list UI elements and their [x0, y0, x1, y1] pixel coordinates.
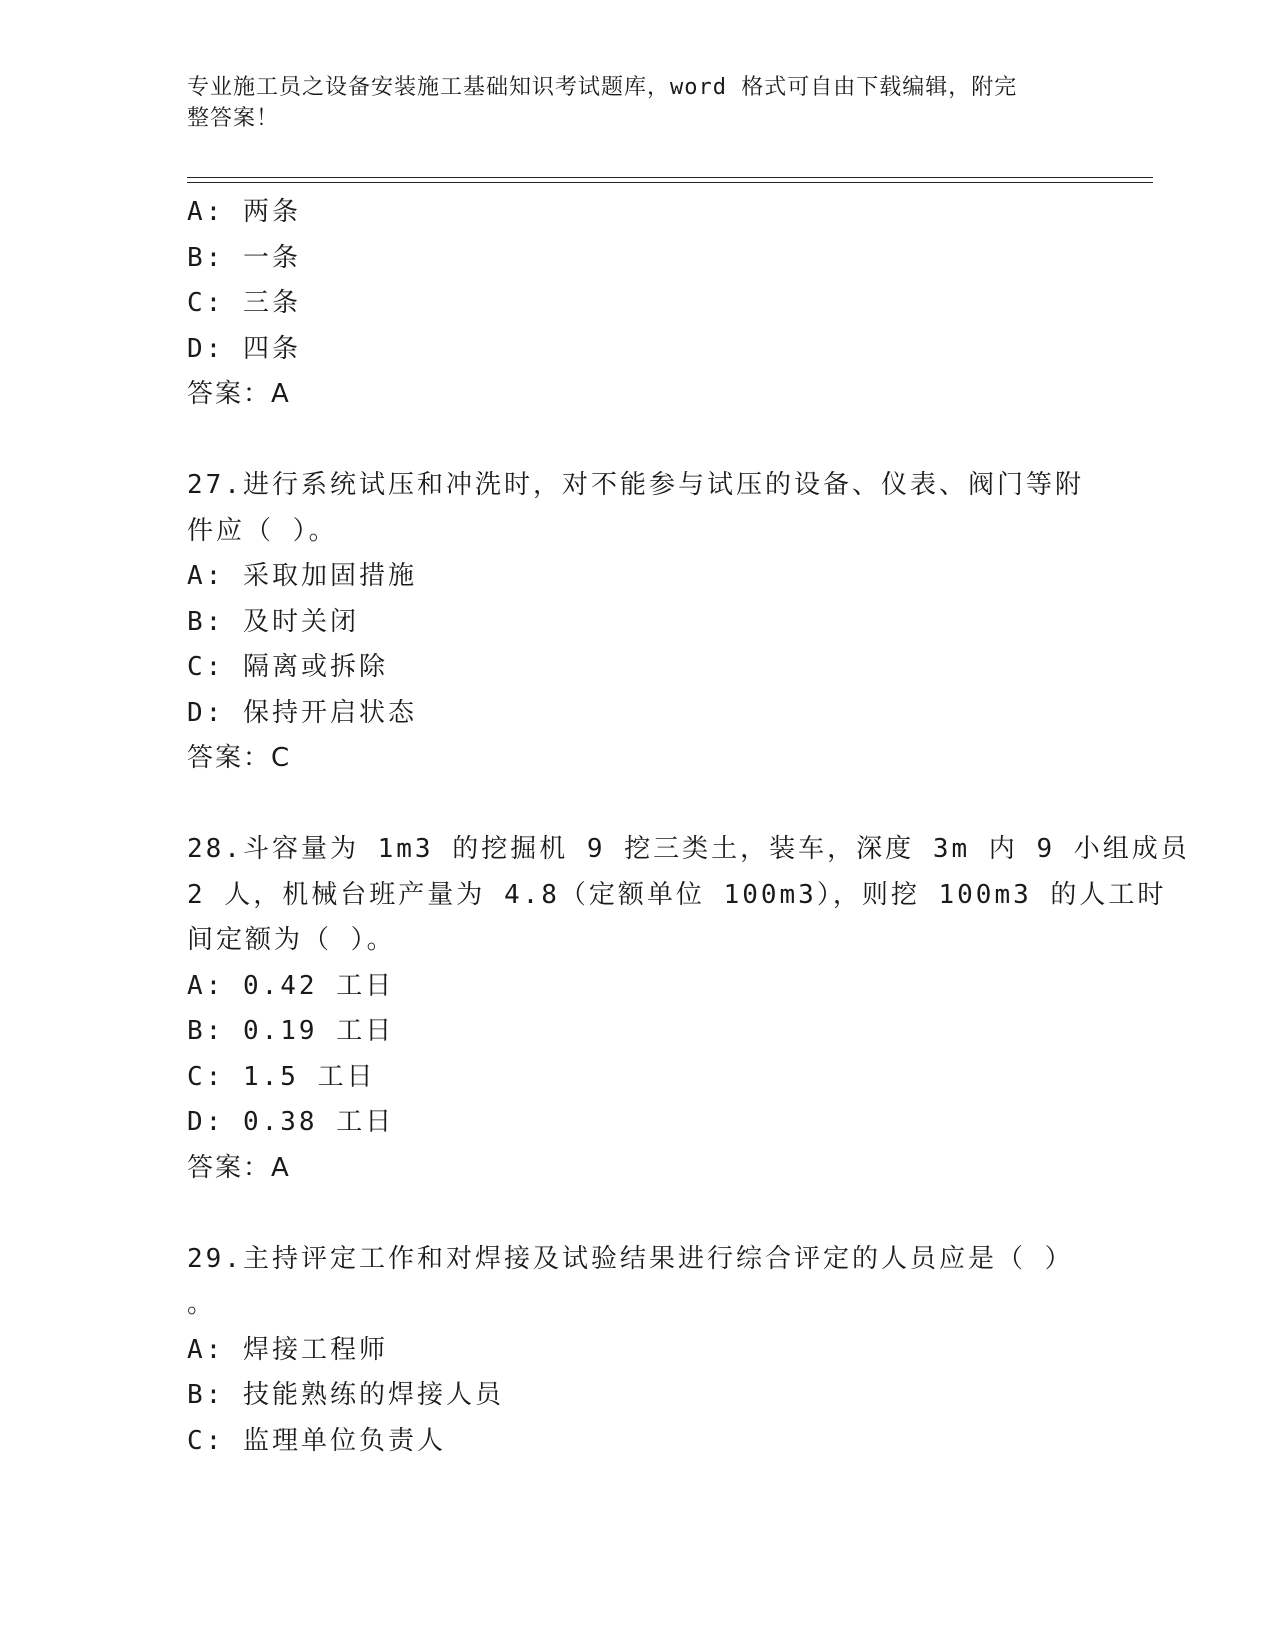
header-divider-bottom — [187, 182, 1153, 183]
question-stem-line: 27.进行系统试压和冲洗时，对不能参与试压的设备、仪表、阀门等附 — [187, 470, 1084, 500]
question-stem-line: 29.主持评定工作和对焊接及试验结果进行综合评定的人员应是（ ） — [187, 1243, 1074, 1274]
option-c: C: 隔离或拆除 — [187, 652, 388, 682]
question-27 — [187, 463, 1087, 782]
option-b: B: 及时关闭 — [187, 606, 359, 637]
answer-line: 答案：A — [187, 1152, 291, 1183]
question-stem-line: 。 — [187, 1289, 217, 1319]
option-a: A: 0.42 工日 — [187, 970, 395, 1001]
question-stem-line: 件应（ ）。 — [187, 515, 338, 546]
option-c: C: 三条 — [187, 288, 301, 318]
question-26 — [187, 190, 1087, 418]
question-28 — [187, 827, 1190, 1191]
question-stem-line: 间定额为（ ）。 — [187, 925, 396, 955]
answer-line: 答案：C — [187, 743, 292, 773]
question-stem-line: 2 人，机械台班产量为 4.8（定额单位 100m3），则挖 100m3 的人工时 — [187, 879, 1167, 910]
header-divider-top — [187, 177, 1153, 178]
spacer — [187, 782, 1087, 828]
option-a: A: 采取加固措施 — [187, 561, 417, 591]
option-c: C: 1.5 工日 — [187, 1061, 376, 1092]
header-line-1: 专业施工员之设备安装施工基础知识考试题库，word 格式可自由下载编辑，附完 — [187, 75, 1018, 100]
option-b: B: 0.19 工日 — [187, 1016, 395, 1046]
option-b: B: 技能熟练的焊接人员 — [187, 1380, 504, 1410]
option-c: C: 监理单位负责人 — [187, 1425, 446, 1456]
question-29 — [187, 1237, 1087, 1465]
option-a: A: 焊接工程师 — [187, 1334, 388, 1365]
spacer — [187, 1191, 1087, 1237]
header-line-2: 整答案！ — [187, 106, 280, 131]
document-header — [187, 72, 1067, 134]
spacer — [187, 418, 1087, 464]
option-d: D: 0.38 工日 — [187, 1107, 395, 1137]
question-content — [187, 190, 1190, 1464]
option-d: D: 四条 — [187, 333, 301, 364]
question-stem-line: 28.斗容量为 1m3 的挖掘机 9 挖三类土，装车，深度 3m 内 9 小组成员 — [187, 834, 1190, 864]
option-b: B: 一条 — [187, 242, 301, 273]
answer-line: 答案：A — [187, 379, 291, 409]
option-d: D: 保持开启状态 — [187, 697, 417, 728]
option-a: A: 两条 — [187, 197, 301, 227]
